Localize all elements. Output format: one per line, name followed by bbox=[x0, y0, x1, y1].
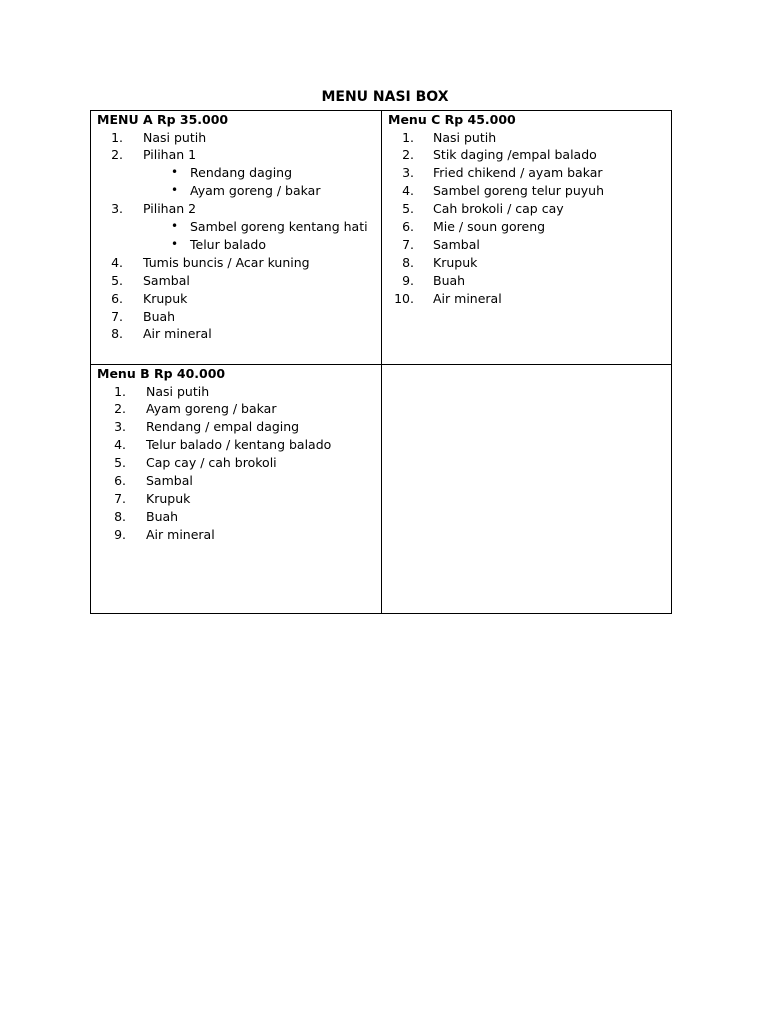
item-number: 3. bbox=[402, 165, 414, 181]
item-text: Nasi putih bbox=[143, 129, 207, 145]
item-number: 1. bbox=[402, 129, 414, 145]
item-text: Pilihan 1 bbox=[143, 147, 197, 163]
item-number: 7. bbox=[402, 236, 414, 252]
item-text: Sambel goreng kentang hati bbox=[190, 219, 368, 234]
item-number: 4. bbox=[114, 437, 126, 453]
item-number: 4. bbox=[111, 254, 123, 270]
item-text: Krupuk bbox=[433, 254, 478, 270]
item-text: Mie / soun goreng bbox=[433, 219, 546, 234]
item-text: Pilihan 2 bbox=[143, 201, 197, 217]
item-text: Telur balado / kentang balado bbox=[146, 437, 332, 453]
item-number: 1. bbox=[114, 383, 126, 399]
item-text: Rendang / empal daging bbox=[146, 419, 300, 435]
item-text: Fried chikend / ayam bakar bbox=[433, 165, 603, 181]
item-text: Ayam goreng / bakar bbox=[146, 401, 277, 417]
item-text: Air mineral bbox=[146, 526, 215, 542]
bullet-icon: • bbox=[171, 165, 179, 180]
menu-b-heading: Menu B Rp 40.000 bbox=[97, 366, 226, 381]
item-text: Cap cay / cah brokoli bbox=[146, 455, 277, 471]
item-number: 5. bbox=[114, 455, 126, 471]
bullet-icon: • bbox=[171, 219, 179, 233]
item-number: 6. bbox=[114, 473, 126, 488]
menu-c-cell bbox=[382, 111, 672, 365]
item-number: 3. bbox=[111, 201, 123, 217]
item-text: Cah brokoli / cap cay bbox=[433, 201, 564, 217]
bullet-icon: • bbox=[171, 236, 179, 251]
item-text: Ayam goreng / bakar bbox=[190, 183, 321, 199]
item-number: 2. bbox=[114, 401, 126, 417]
item-text: Air mineral bbox=[143, 326, 212, 342]
item-number: 6. bbox=[402, 219, 414, 234]
menu-table bbox=[90, 110, 672, 614]
item-number: 1. bbox=[111, 129, 123, 145]
item-number: 9. bbox=[114, 526, 126, 542]
item-number: 7. bbox=[111, 308, 123, 324]
item-number: 9. bbox=[402, 272, 414, 288]
item-text: Krupuk bbox=[143, 290, 188, 306]
item-text: Sambel goreng telur puyuh bbox=[433, 183, 605, 199]
item-text: Air mineral bbox=[433, 290, 502, 306]
item-text: Nasi putih bbox=[146, 383, 210, 399]
empty-cell bbox=[382, 365, 672, 613]
item-number: 5. bbox=[111, 272, 123, 288]
bullet-icon: • bbox=[171, 183, 179, 198]
item-number: 2. bbox=[111, 147, 123, 163]
item-text: Telur balado bbox=[190, 236, 267, 252]
menu-b-cell bbox=[91, 365, 382, 613]
item-text: Buah bbox=[143, 308, 176, 324]
menu-a-cell bbox=[91, 111, 382, 365]
item-text: Sambal bbox=[143, 272, 190, 288]
item-number: 8. bbox=[111, 326, 123, 342]
menu-c-heading: Menu C Rp 45.000 bbox=[388, 112, 516, 127]
item-number: 4. bbox=[402, 183, 414, 199]
item-text: Buah bbox=[433, 272, 466, 288]
item-text: Nasi putih bbox=[433, 129, 497, 145]
page-title: MENU NASI BOX bbox=[321, 89, 449, 105]
item-number: 2. bbox=[402, 147, 414, 163]
item-text: Rendang daging bbox=[190, 165, 293, 181]
item-number: 7. bbox=[114, 490, 126, 506]
item-text: Krupuk bbox=[146, 490, 191, 506]
item-text: Sambal bbox=[146, 473, 193, 488]
item-text: Stik daging /empal balado bbox=[433, 147, 597, 163]
item-text: Buah bbox=[146, 508, 179, 524]
menu-a-heading: MENU A Rp 35.000 bbox=[97, 112, 229, 127]
item-text: Tumis buncis / Acar kuning bbox=[143, 254, 310, 270]
item-number: 8. bbox=[114, 508, 126, 524]
item-number: 8. bbox=[402, 254, 414, 270]
item-text: Sambal bbox=[433, 236, 480, 252]
item-number: 3. bbox=[114, 419, 126, 435]
item-number: 6. bbox=[111, 290, 123, 306]
item-number: 5. bbox=[402, 201, 414, 217]
item-number: 10. bbox=[394, 290, 414, 306]
